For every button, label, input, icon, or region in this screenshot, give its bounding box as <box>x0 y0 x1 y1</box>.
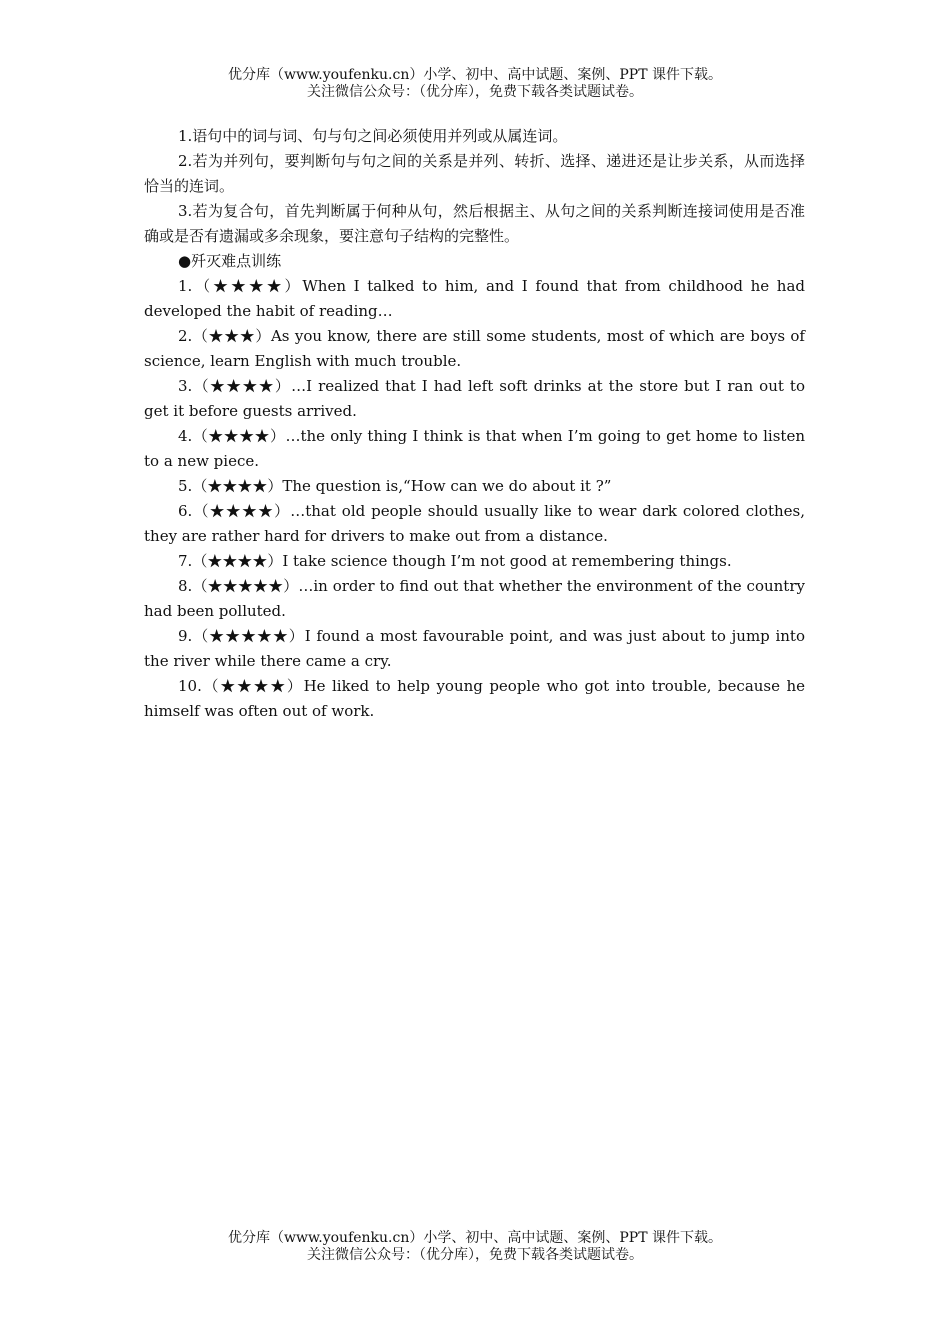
tip-3: 3.若为复合句，首先判断属于何种从句，然后根据主、从句之间的关系判断连接词使用是否准确或是否有遗漏或多余现象，要注意句子结构的完整性。 <box>144 202 805 245</box>
exercise-text: The question is,“How can we do about it ?” <box>282 477 612 495</box>
exercise-number: 2. <box>178 327 193 345</box>
exercise-text: …in order to find out that whether the environment of the country had been polluted. <box>144 577 805 620</box>
difficulty-stars: （★★★★） <box>192 377 292 395</box>
document-body <box>144 124 805 724</box>
exercise-item <box>144 374 805 424</box>
tip-1: 1.语句中的词与词、句与句之间必须使用并列或从属连词。 <box>178 127 568 145</box>
exercise-item <box>144 549 805 574</box>
difficulty-stars: （★★★★） <box>201 677 304 695</box>
header-line-2: 关注微信公众号：（优分库），免费下载各类试题试卷。 <box>307 84 643 100</box>
tip-2: 2.若为并列句，要判断句与句之间的关系是并列、转折、选择、递进还是让步关系，从而选择恰当的连词。 <box>144 152 805 195</box>
exercise-item <box>144 274 805 324</box>
difficulty-stars: （★★★） <box>192 327 271 345</box>
exercise-item <box>144 574 805 624</box>
difficulty-stars: （★★★★★） <box>192 627 305 645</box>
exercise-text: …that old people should usually like to wear dark colored clothes, they are rather hard for drivers to make out from a distance. <box>144 502 805 545</box>
difficulty-stars: （★★★★） <box>192 502 291 520</box>
section-title: ●歼灭难点训练 <box>178 252 282 270</box>
header-line-1: 优分库（www.youfenku.cn）小学、初中、高中试题、案例、PPT 课件下载。 <box>227 67 722 83</box>
exercise-text: …I realized that I had left soft drinks at the store but I ran out to get it before guests arrived. <box>144 377 805 420</box>
difficulty-stars: （★★★★★） <box>192 577 299 595</box>
exercise-number: 8. <box>178 577 193 595</box>
footer-line-1: 优分库（www.youfenku.cn）小学、初中、高中试题、案例、PPT 课件下载。 <box>227 1230 722 1246</box>
exercise-item <box>144 474 805 499</box>
difficulty-stars: （★★★★） <box>192 277 303 295</box>
exercise-number: 1. <box>178 277 193 295</box>
exercise-number: 9. <box>178 627 193 645</box>
exercise-text: I found a most favourable point, and was just about to jump into the river while there came a cry. <box>144 627 805 670</box>
exercise-item <box>144 499 805 549</box>
page-footer <box>0 1230 950 1264</box>
difficulty-stars: （★★★★） <box>192 552 283 570</box>
exercise-item <box>144 324 805 374</box>
difficulty-stars: （★★★★） <box>192 427 286 445</box>
exercise-item <box>144 424 805 474</box>
exercise-number: 6. <box>178 502 193 520</box>
exercise-text: As you know, there are still some students, most of which are boys of science, learn English with much trouble. <box>144 327 805 370</box>
exercise-number: 4. <box>178 427 193 445</box>
exercise-number: 3. <box>178 377 193 395</box>
exercise-item <box>144 674 805 724</box>
exercise-number: 7. <box>178 552 193 570</box>
exercise-text: …the only thing I think is that when I’m going to get home to listen to a new piece. <box>144 427 805 470</box>
page-header <box>0 67 950 101</box>
exercise-text: When I talked to him, and I found that from childhood he had developed the habit of reading… <box>144 277 805 320</box>
exercise-item <box>144 624 805 674</box>
footer-line-2: 关注微信公众号：（优分库），免费下载各类试题试卷。 <box>307 1247 643 1263</box>
exercise-number: 10. <box>178 677 202 695</box>
exercise-number: 5. <box>178 477 193 495</box>
exercise-text: He liked to help young people who got into trouble, because he himself was often out of work. <box>144 677 805 720</box>
exercise-text: I take science though I’m not good at remembering things. <box>282 552 732 570</box>
difficulty-stars: （★★★★） <box>192 477 283 495</box>
